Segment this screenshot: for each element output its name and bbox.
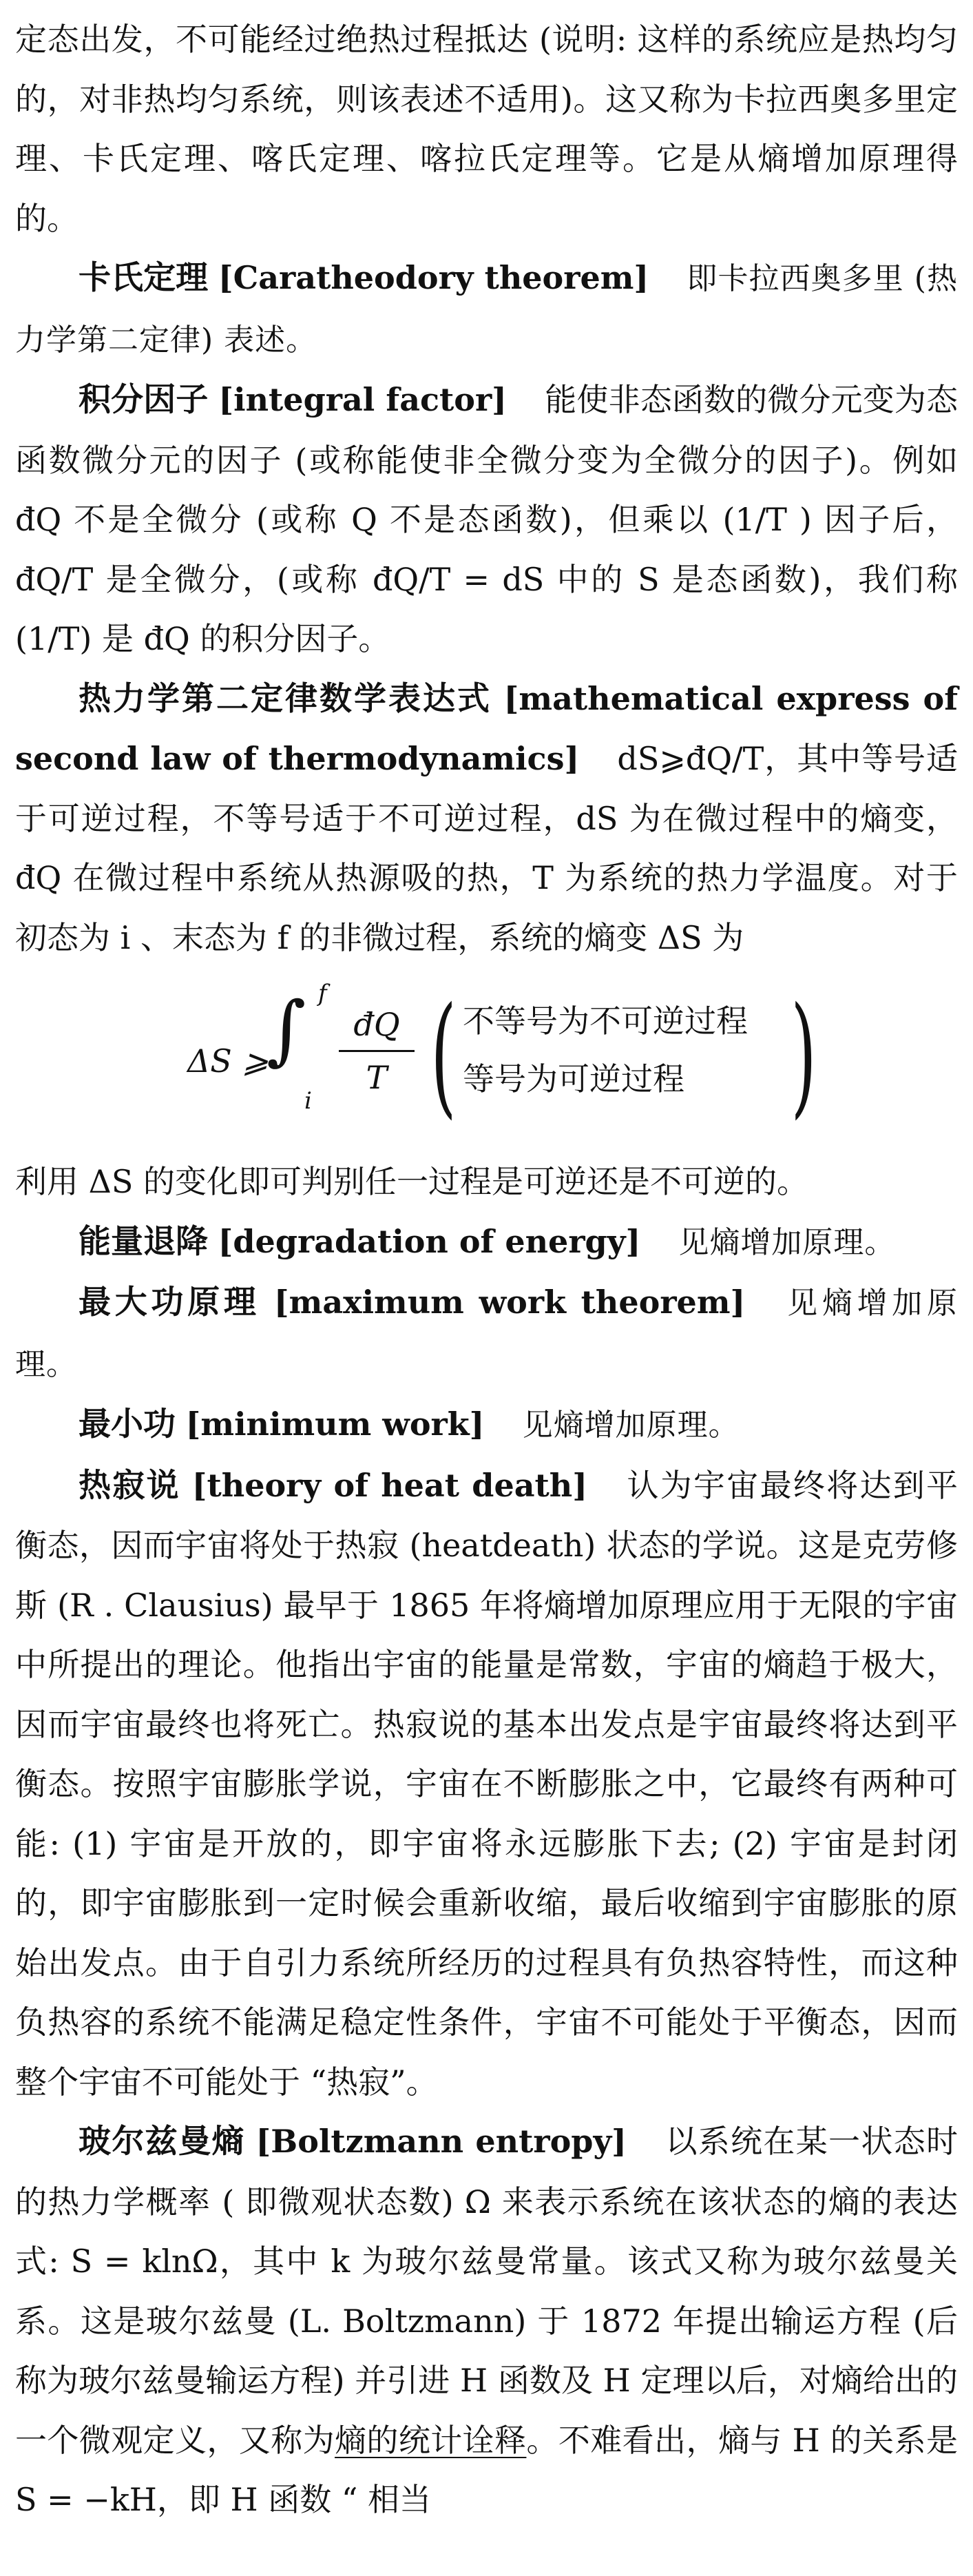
entry-text: 以系统在某一状态时的热力学概率 ( 即微观状态数) Ω 来表示系统在该状态的熵的表达式: S = klnΩ，其中 k 为玻尔兹曼常量。该式又称为玻尔兹曼关系。这是玻尔兹曼 (L. Boltzmann) 于 1872 年提出输运方程 (后称为玻尔兹曼输运方程) 并引进 H 函数及 H 定理以后，对熵给出的一个微观定义，又称为 xyxy=(15,2123,959,2459)
entry-text: 能使非态函数的微分元变为态函数微分元的因子 (或称能使非全微分变为全微分的因子)。例如 đQ 不是全微分 (或称 Q 不是态函数)，但乘以 (1/T ) 因子后，đQ/T 是全微分，(或称 đQ/T = dS 中的 S 是态函数)，我们称 (1/T) 是 đQ 的积分因子。 xyxy=(15,381,959,657)
case-reversible: 等号为可逆过程 xyxy=(463,1060,684,1098)
entry-term: 最大功原理 xyxy=(79,1284,260,1321)
entry-text: 认为宇宙最终将达到平衡态，因而宇宙将处于热寂 (heatdeath) 状态的学说。这是克劳修斯 (R . Clausius) 最早于 1865 年将熵增加原理应用于无限的宇宙中所提出的理论。他指出宇宙的能量是常数，宇宙的熵趋于极大，因而宇宙最终也将死亡。热寂说的基本出发点是宇宙最终将达到平衡态。按照宇宙膨胀学说，宇宙在不断膨胀之中，它最终有两种可能: (1) 宇宙是开放的，即宇宙将永远膨胀下去; (2) 宇宙是封闭的，即宇宙膨胀到一定时候会重新收缩，最后收缩到宇宙膨胀的原始出发点。由于自引力系统所经历的过程具有负热容特性，而这种负热容的系统不能满足稳定性条件，宇宙不可能处于平衡态，因而整个宇宙不可能处于 “热寂”。 xyxy=(15,1466,959,2101)
integral-upper-limit: f xyxy=(318,980,327,1007)
entry-english: [maximum work theorem] xyxy=(273,1284,746,1321)
paragraph-continuation: 定态出发，不可能经过绝热过程抵达 (说明: 这样的系统应是热均匀的，对非热均匀系统，则该表述不适用)。这又称为卡拉西奥多里定理、卡氏定理、喀氏定理、喀拉氏定理等。它是从熵增加原理得的。 xyxy=(15,21,958,237)
fraction-numerator: đQ xyxy=(353,1006,400,1043)
entry-english: [integral factor] xyxy=(218,381,507,418)
entry-boltzmann xyxy=(15,2112,958,2530)
formula-lhs: ΔS ⩾ xyxy=(187,1042,269,1080)
entry-term: 玻尔兹曼熵 xyxy=(79,2123,245,2161)
entry-heat-death xyxy=(15,1456,958,2112)
entry-integral-factor xyxy=(15,370,958,669)
case-irreversible: 不等号为不可逆过程 xyxy=(463,1002,748,1040)
left-parenthesis: ( xyxy=(430,979,457,1131)
entry-english: [Boltzmann entropy] xyxy=(255,2123,627,2160)
entry-text: 见熵增加原理。 xyxy=(522,1408,740,1443)
integral-lower-limit: i xyxy=(304,1087,312,1115)
entry-english: [theory of heat death] xyxy=(191,1466,587,1504)
formula-cases xyxy=(463,992,748,1108)
entry-text: 即卡拉西奥多里 (热力学第二定律) 表述。 xyxy=(15,261,958,358)
entry-text-continued: 。不难看出，熵与 H 的关系是 S = −kH，即 H 函数 “ 相当 xyxy=(15,2421,959,2518)
paragraph-after-formula: 利用 ΔS 的变化即可判别任一过程是可逆还是不可逆的。 xyxy=(15,1163,808,1200)
entry-text: dS⩾đQ/T，其中等号适于可逆过程，不等号适于不可逆过程，dS 为在微过程中的熵变，đQ 在微过程中系统从热源吸的热，T 为系统的热力学温度。对于初态为 i 、末态为 f 的非微过程，系统的熵变 ΔS 为 xyxy=(15,740,958,956)
right-parenthesis: ) xyxy=(791,979,817,1131)
integral-sign: ∫ xyxy=(266,985,306,1073)
entry-text: 见熵增加原理。 xyxy=(678,1224,896,1260)
entry-degradation xyxy=(15,1212,958,1273)
entry-term: 积分因子 xyxy=(79,381,209,419)
entry-english: [minimum work] xyxy=(185,1405,485,1443)
entry-english: [degradation of energy] xyxy=(218,1222,641,1260)
entry-english: [Caratheodory theorem] xyxy=(218,259,649,296)
entry-term: 能量退降 xyxy=(79,1222,208,1261)
entry-term: 卡氏定理 xyxy=(79,259,209,297)
entropy-inequality-formula xyxy=(15,980,958,1145)
entry-term: 最小功 xyxy=(79,1405,176,1443)
cross-reference-link[interactable]: 熵的统计诠释 xyxy=(335,2421,527,2459)
fraction-bar xyxy=(339,1050,415,1052)
entry-second-law-math xyxy=(15,669,958,968)
entry-text: 见熵增加原理。 xyxy=(15,1286,959,1382)
fraction-denominator: T xyxy=(366,1059,388,1096)
fraction xyxy=(339,1000,415,1102)
entry-english: [mathematical express of second law of thermodynamics] xyxy=(15,679,959,777)
entry-max-work xyxy=(15,1272,958,1394)
entry-caratheodory xyxy=(15,248,958,370)
entry-term: 热寂说 xyxy=(79,1466,180,1505)
entry-min-work xyxy=(15,1394,958,1456)
entry-term: 热力学第二定律数学表达式 xyxy=(79,679,492,718)
